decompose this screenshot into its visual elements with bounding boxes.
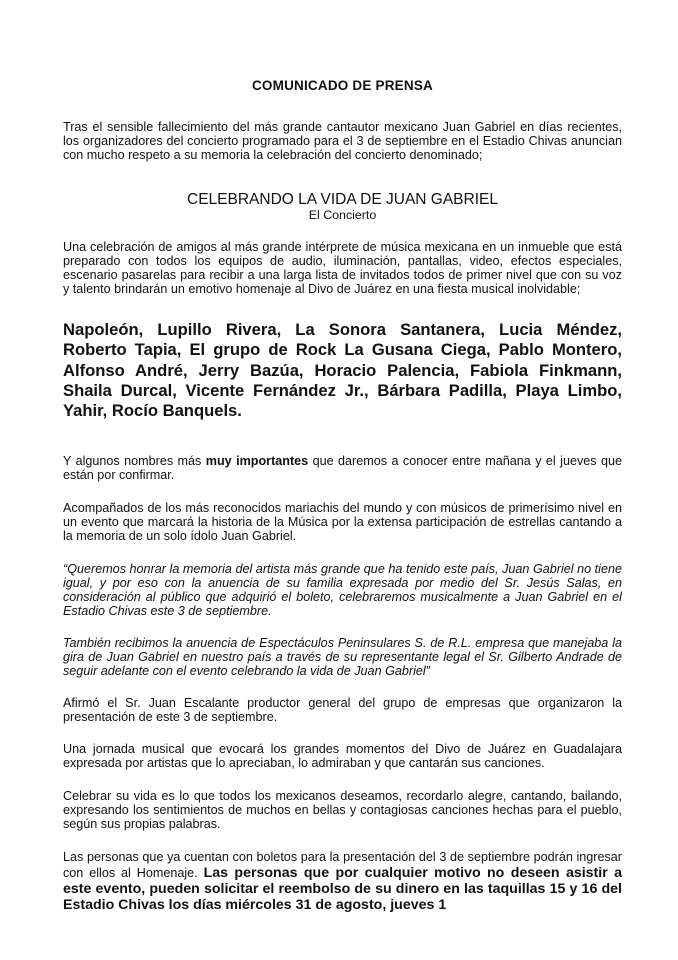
mariachis-paragraph: Acompañados de los más reconocidos mariachis del mundo y con músicos de primerísimo nivel en un evento que marcará la historia de la Música por la extensa participación de estrellas cantando a la memoria de un solo ídolo Juan Gabriel. — [63, 501, 622, 544]
celebrar-paragraph: Celebrar su vida es lo que todos los mexicanos deseamos, recordarlo alegre, cantando, bailando, expresando los sentimientos de muchos en bellas y contagiosas canciones hechas para el pueblo, según sus propias palabras. — [63, 789, 622, 832]
tickets-text: Las personas que ya cuentan con boletos para la presentación del 3 de septiembre podrán ingresar con ellos al Homenaje. — [63, 850, 622, 881]
refund-notice: Las personas que por cualquier motivo no deseen asistir a este evento, pueden solicitar el reembolso de su dinero en las taquillas 15 y 16 del Estadio Chivas los días miércoles 31 de agosto, jueves 1 — [63, 865, 623, 914]
more-names-emphasis: muy importantes — [205, 454, 309, 469]
intro-paragraph: Tras el sensible fallecimiento del más grande cantautor mexicano Juan Gabriel en días recientes, los organizadores del concierto programado para el 3 de septiembre en el Estadio Chivas anuncian con mucho respeto a su memoria la celebración del concierto denominado; — [63, 120, 622, 162]
jornada-paragraph: Una jornada musical que evocará los grandes momentos del Divo de Juárez en Guadalajara expresada por artistas que lo apreciaban, lo admiraban y que cantarán sus canciones. — [63, 742, 622, 771]
document-title: COMUNICADO DE PRENSA — [251, 78, 433, 93]
quote-paragraph-2: También recibimos la anuencia de Espectáculos Peninsulares S. de R.L. empresa que manejaba la gira de Juan Gabriel en nuestro país a través de su representante legal el Sr. Gilberto Andrade de seguir adelante con el evento celebrando la vida de Juan Gabriel” — [63, 636, 622, 679]
attribution-paragraph: Afirmó el Sr. Juan Escalante productor general del grupo de empresas que organizaron la presentación de este 3 de septiembre. — [63, 696, 622, 725]
quote-paragraph-1: “Queremos honrar la memoria del artista más grande que ha tenido este país, Juan Gabriel no tiene igual, y por eso con la anuencia de su familia expresada por medio del Sr. Jesús Salas, en consideración al público que adquirió el boleto, celebraremos musicalmente a Juan Gabriel en el Estadio Chivas este 3 de septiembre. — [63, 562, 622, 619]
more-names-paragraph — [63, 454, 622, 482]
more-names-text-end: que daremos a conocer entre mañana y el jueves que están por confirmar. — [63, 454, 622, 483]
event-subtitle: El Concierto — [308, 208, 377, 222]
tickets-paragraph — [63, 849, 622, 913]
artist-list: Napoleón, Lupillo Rivera, La Sonora Santanera, Lucia Méndez, Roberto Tapia, El grupo de Rock La Gusana Ciega, Pablo Montero, Alfonso André, Jerry Bazúa, Horacio Palencia, Fabiola Finkmann, Shaila Durcal, Vicente Fernández Jr., Bárbara Padilla, Playa Limbo, Yahir, Rocío Banquels. — [63, 320, 622, 421]
more-names-text-start: Y algunos nombres más — [63, 454, 206, 469]
event-title: CELEBRANDO LA VIDA DE JUAN GABRIEL — [187, 191, 498, 208]
event-description: Una celebración de amigos al más grande intérprete de música mexicana en un inmueble que está preparado con todos los equipos de audio, iluminación, pantallas, video, efectos especiales, escenario pasarelas para recibir a una larga lista de invitados todos de primer nivel que con su voz y talento brindarán un emotivo homenaje al Divo de Juárez en una fiesta musical inolvidable; — [63, 240, 622, 296]
